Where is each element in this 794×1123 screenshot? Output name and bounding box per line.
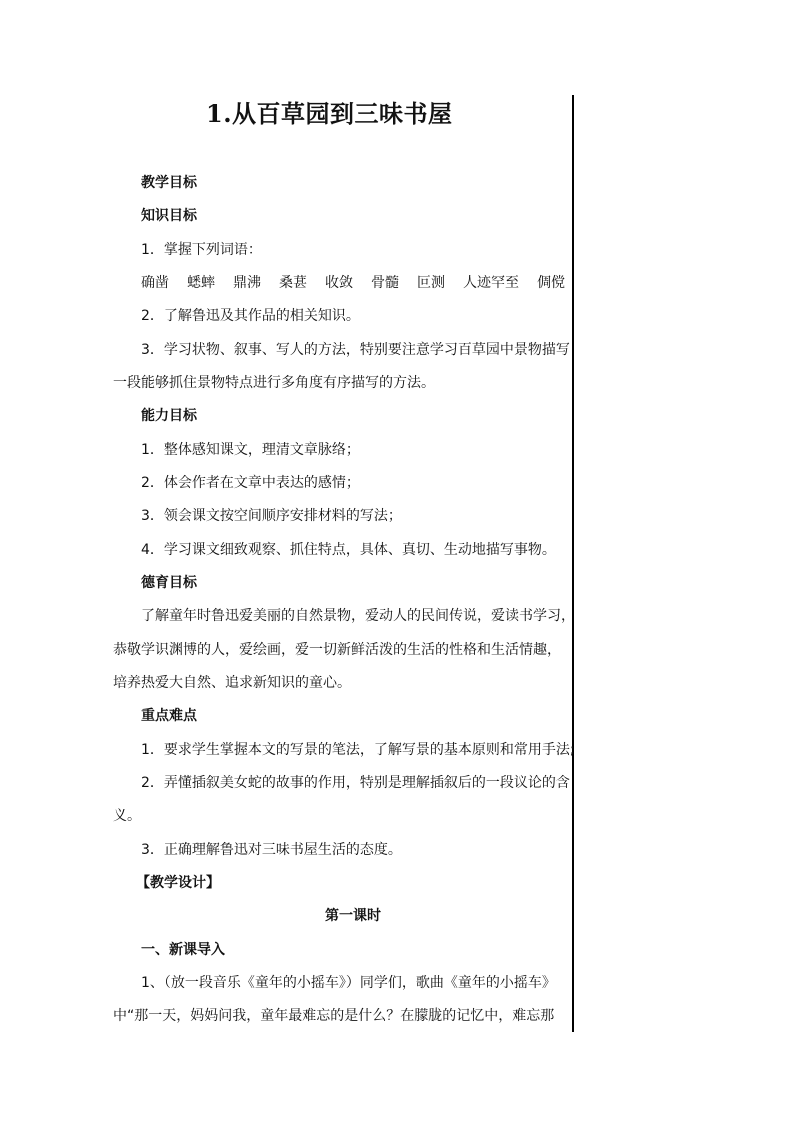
vocab-word: 人迹罕至: [463, 275, 519, 291]
ability-goals-heading: 能力目标: [141, 408, 197, 424]
ability-item-2: 2．体会作者在文章中表达的感情；: [141, 475, 360, 491]
vocab-word: 确凿: [141, 275, 169, 291]
teaching-design-heading: 【教学设计】: [136, 875, 220, 891]
ability-item-4: 4．学习课文细致观察、抓住特点，具体、真切、生动地描写事物。: [141, 542, 556, 558]
teaching-goals-heading: 教学目标: [141, 175, 197, 191]
intro-text-line-1: 1、（放一段音乐《童年的小摇车》）同学们，歌曲《童年的小摇车》: [141, 975, 556, 991]
vocab-word: 倜傥: [537, 275, 565, 291]
knowledge-item-2: 2．了解鲁迅及其作品的相关知识。: [141, 308, 360, 324]
intro-text-line-2: 中“那一天，妈妈问我，童年最难忘的是什么？在朦胧的记忆中，难忘那: [113, 1008, 555, 1024]
right-margin-rule: [572, 95, 574, 1032]
ability-item-3: 3．领会课文按空间顺序安排材料的写法；: [141, 508, 402, 524]
vocab-word: 骨髓: [371, 275, 399, 291]
vocabulary-list: [141, 273, 565, 293]
vocab-word: 桑葚: [279, 275, 307, 291]
moral-text-line-1: 了解童年时鲁迅爱美丽的自然景物，爱动人的民间传说，爱读书学习，: [141, 608, 575, 624]
key-point-1: 1．要求学生掌握本文的写景的笔法，了解写景的基本原则和常用手法;: [141, 742, 575, 758]
knowledge-item-1: 1．掌握下列词语：: [141, 242, 262, 258]
vocab-word: 蟋蟀: [187, 275, 215, 291]
key-points-heading: 重点难点: [141, 708, 197, 724]
knowledge-item-3-line-1: 3．学习状物、叙事、写人的方法，特别要注意学习百草园中景物描写: [141, 342, 570, 358]
moral-text-line-3: 培养热爱大自然、追求新知识的童心。: [113, 675, 351, 691]
moral-goals-heading: 德育目标: [141, 575, 197, 591]
moral-text-line-2: 恭敬学识渊博的人，爱绘画，爱一切新鲜活泼的生活的性格和生活情趣，: [113, 642, 561, 658]
knowledge-goals-heading: 知识目标: [141, 208, 197, 224]
vocab-word: 收敛: [325, 275, 353, 291]
vocab-word: 鼎沸: [233, 275, 261, 291]
document-title: 1.从百草园到三味书屋: [206, 99, 453, 128]
key-point-2-line-1: 2．弄懂插叙美女蛇的故事的作用，特别是理解插叙后的一段议论的含: [141, 775, 570, 791]
new-lesson-intro-heading: 一、新课导入: [141, 942, 225, 958]
key-point-3: 3．正确理解鲁迅对三味书屋生活的态度。: [141, 842, 402, 858]
ability-item-1: 1．整体感知课文，理清文章脉络；: [141, 442, 360, 458]
key-point-2-line-2: 义。: [113, 808, 141, 824]
lesson-one-heading: 第一课时: [325, 908, 381, 924]
knowledge-item-3-line-2: 一段能够抓住景物特点进行多角度有序描写的方法。: [113, 375, 435, 391]
vocab-word: 叵测: [417, 275, 445, 291]
